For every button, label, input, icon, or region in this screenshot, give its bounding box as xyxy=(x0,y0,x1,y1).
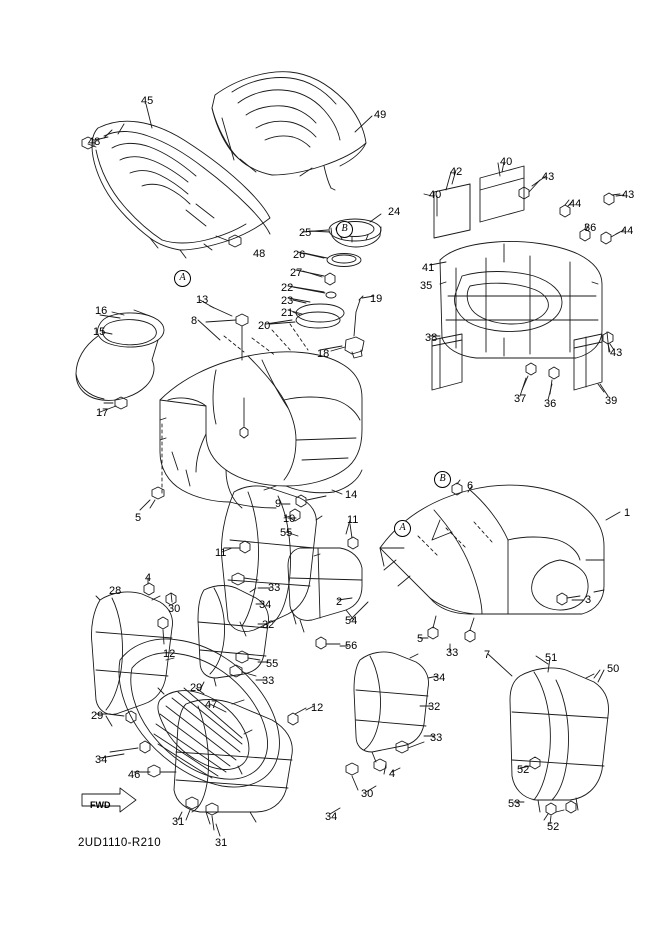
callout-number: 16 xyxy=(95,305,108,317)
callout-number: 43 xyxy=(610,347,623,359)
callout-number: 28 xyxy=(109,585,122,597)
callout-number: 44 xyxy=(569,198,582,210)
callout-number: 36 xyxy=(544,398,557,410)
callout-number: 41 xyxy=(422,262,435,274)
callout-number: 31 xyxy=(172,816,185,828)
callout-number: 33 xyxy=(446,647,459,659)
callout-number: 35 xyxy=(420,280,433,292)
callout-number: 33 xyxy=(262,675,275,687)
callout-number: 46 xyxy=(128,769,141,781)
group-marker-b-rear: B xyxy=(434,471,451,488)
callout-number: 18 xyxy=(317,348,330,360)
callout-number: 4 xyxy=(145,572,152,584)
callout-number: 48 xyxy=(88,136,101,148)
callout-number: 39 xyxy=(605,395,618,407)
callout-number: 43 xyxy=(622,189,635,201)
callout-number: 42 xyxy=(450,166,463,178)
callout-number: 53 xyxy=(508,798,521,810)
callout-number: 34 xyxy=(95,754,108,766)
group-marker-a-rear: A xyxy=(394,520,411,537)
callout-number: 23 xyxy=(281,295,294,307)
group-marker-a-front: A xyxy=(174,270,191,287)
callout-number: 25 xyxy=(299,227,312,239)
callout-number: 50 xyxy=(607,663,620,675)
group-marker-b-cap: B xyxy=(336,221,353,238)
callout-number: 49 xyxy=(374,109,387,121)
callout-number: 5 xyxy=(417,633,424,645)
callout-number: 31 xyxy=(215,837,228,849)
callout-number: 12 xyxy=(163,648,176,660)
callout-number: 7 xyxy=(484,649,491,661)
callout-number: 43 xyxy=(542,171,555,183)
callout-number: 8 xyxy=(191,315,198,327)
callout-number: 12 xyxy=(311,702,324,714)
callout-number: 33 xyxy=(430,732,443,744)
callout-number: 13 xyxy=(196,294,209,306)
callout-number: 19 xyxy=(370,293,383,305)
callout-number: 44 xyxy=(621,225,634,237)
callout-number: 34 xyxy=(259,599,272,611)
callout-number: 32 xyxy=(262,619,275,631)
fwd-direction-label: FWD xyxy=(90,800,111,810)
callout-number: 40 xyxy=(429,189,442,201)
callout-number: 55 xyxy=(280,527,293,539)
callout-number: 22 xyxy=(281,282,294,294)
callout-number: 3 xyxy=(585,594,592,606)
callout-number: 10 xyxy=(283,513,296,525)
callout-number: 56 xyxy=(345,640,358,652)
callout-number: 6 xyxy=(467,480,474,492)
callout-number: 24 xyxy=(388,206,401,218)
callout-number: 37 xyxy=(514,393,527,405)
callout-number: 48 xyxy=(253,248,266,260)
callout-number: 11 xyxy=(215,547,227,559)
callout-number: 30 xyxy=(361,788,374,800)
callout-number: 52 xyxy=(547,821,560,833)
callout-number: 52 xyxy=(517,764,530,776)
callout-number: 15 xyxy=(93,326,106,338)
callout-number: 4 xyxy=(389,768,396,780)
callout-number: 5 xyxy=(135,512,142,524)
callout-number: 55 xyxy=(266,658,279,670)
callout-number: 1 xyxy=(624,507,631,519)
callout-number: 38 xyxy=(425,332,438,344)
callout-number: 45 xyxy=(141,95,154,107)
callout-number: 26 xyxy=(293,249,306,261)
callout-number: 14 xyxy=(345,489,358,501)
callout-number: 20 xyxy=(258,320,271,332)
callout-number: 11 xyxy=(347,514,359,526)
callout-number: 21 xyxy=(281,307,294,319)
part-number-label: 2UD1110-R210 xyxy=(78,837,162,849)
callout-number: 17 xyxy=(96,407,109,419)
callout-number: 9 xyxy=(275,498,282,510)
callout-number: 29 xyxy=(190,682,203,694)
callout-number: 40 xyxy=(500,156,513,168)
callout-number: 51 xyxy=(545,652,558,664)
callout-number: 47 xyxy=(205,699,218,711)
callout-number: 34 xyxy=(325,811,338,823)
callout-number: 29 xyxy=(91,710,104,722)
callout-number: 32 xyxy=(428,701,441,713)
callout-number: 36 xyxy=(584,222,597,234)
callout-number: 30 xyxy=(168,603,181,615)
callout-number: 33 xyxy=(268,582,281,594)
callout-number: 27 xyxy=(290,267,303,279)
callout-number: 54 xyxy=(345,615,358,627)
callout-number: 34 xyxy=(433,672,446,684)
callout-number: 2 xyxy=(336,596,343,608)
